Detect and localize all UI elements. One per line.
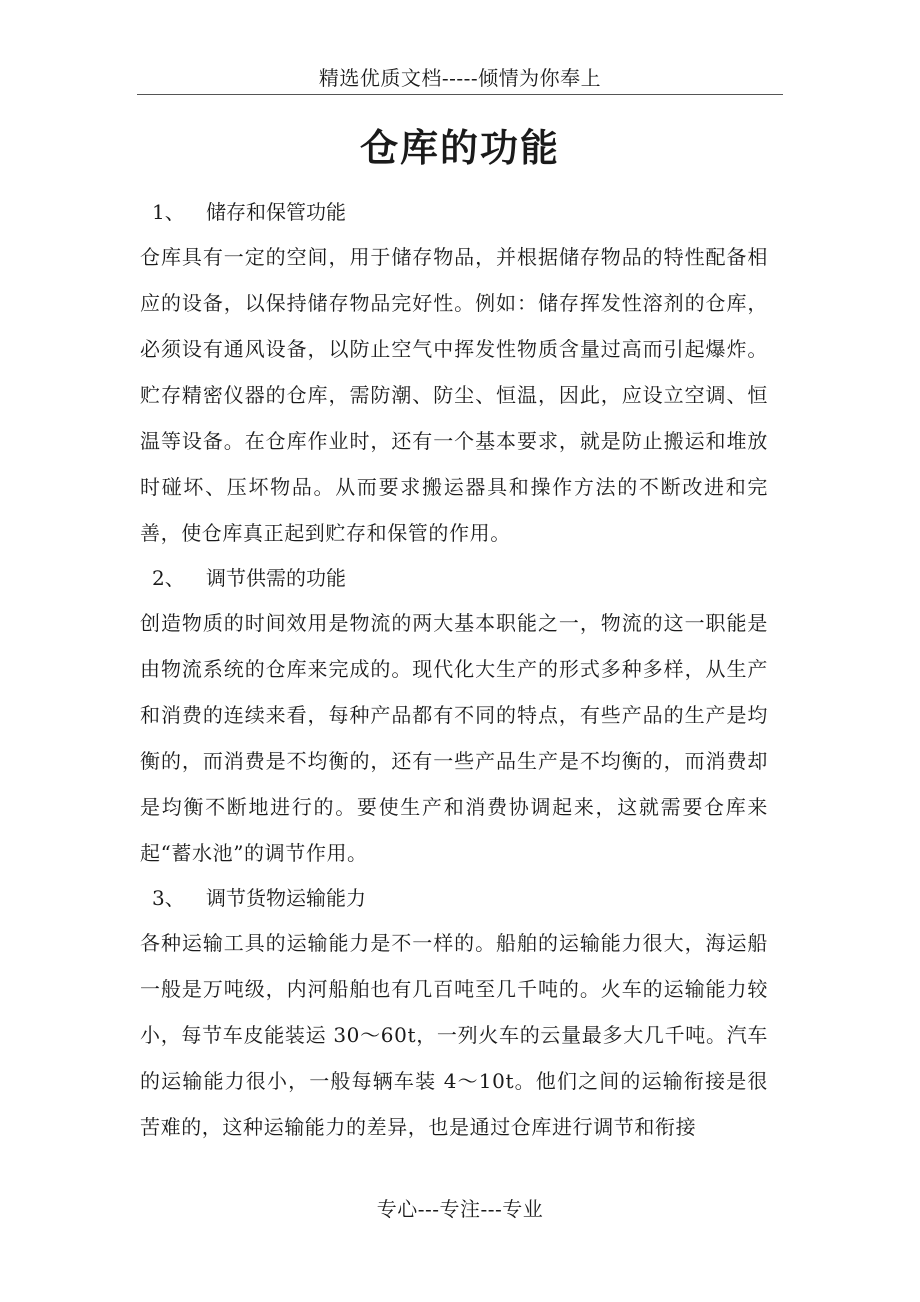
section-heading-text: 储存和保管功能 [206, 200, 346, 224]
section-paragraph-3: 各种运输工具的运输能力是不一样的。船舶的运输能力很大，海运船一般是万吨级，内河船舶也有几百吨至几千吨的。火车的运输能力较小，每节车皮能装运 30～60t，一列火车的云量最多大几千吨。汽车的运输能力很小，一般每辆车装 4～10t。他们之间的运输衔接是很苦难的，这种运输能力的差异，也是通过仓库进行调节和衔接 [140, 931, 768, 1139]
section-paragraph-1: 仓库具有一定的空间，用于储存物品，并根据储存物品的特性配备相应的设备，以保持储存物品完好性。例如：储存挥发性溶剂的仓库，必须设有通风设备，以防止空气中挥发性物质含量过高而引起爆炸。贮存精密仪器的仓库，需防潮、防尘、恒温，因此，应设立空调、恒温等设备。在仓库作业时，还有一个基本要求，就是防止搬运和堆放时碰坏、压坏物品。从而要求搬运器具和操作方法的不断改进和完善，使仓库真正起到贮存和保管的作用。 [140, 245, 768, 545]
section-heading-2 [140, 556, 768, 600]
section-heading-1 [140, 190, 768, 234]
header-divider [137, 94, 783, 95]
section-heading-text: 调节货物运输能力 [206, 886, 366, 910]
section-number: 3、 [152, 886, 185, 910]
section-paragraph-2: 创造物质的时间效用是物流的两大基本职能之一，物流的这一职能是由物流系统的仓库来完成的。现代化大生产的形式多种多样，从生产和消费的连续来看，每种产品都有不同的特点，有些产品的生产是均衡的，而消费是不均衡的，还有一些产品生产是不均衡的，而消费却是均衡不断地进行的。要使生产和消费协调起来，这就需要仓库来起“蓄水池”的调节作用。 [140, 611, 768, 865]
section-heading-3 [140, 876, 768, 920]
page-header: 精选优质文档-----倾情为你奉上 [318, 66, 602, 90]
section-number: 1、 [152, 200, 185, 224]
document-body [140, 190, 768, 1150]
page-footer: 专心---专注---专业 [376, 1197, 544, 1221]
document-title: 仓库的功能 [359, 125, 560, 170]
section-number: 2、 [152, 566, 185, 590]
section-heading-text: 调节供需的功能 [206, 566, 346, 590]
